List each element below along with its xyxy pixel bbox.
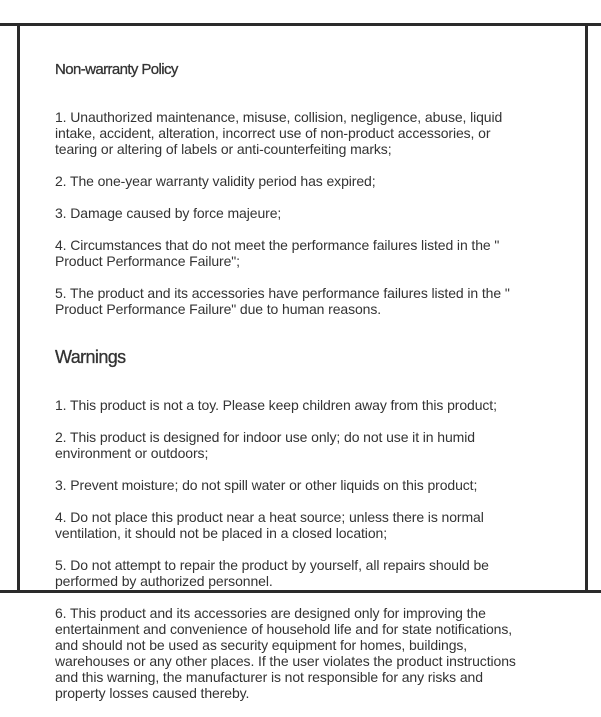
list-item: 3. Damage caused by force majeure; (55, 205, 282, 221)
list-item: 2. The one-year warranty validity period has expired; (55, 173, 376, 189)
non-warranty-heading: Non-warranty Policy (55, 61, 178, 78)
warnings-list (55, 381, 565, 717)
list-item: 4. Do not place this product near a heat source; unless there is normal ventilation, it should not be placed in a closed location; (55, 509, 484, 541)
list-item: 6. This product and its accessories are designed only for improving the entertainment and convenience of household life and for state notifications, and should not be used as security equipment for homes, buildings, warehouses or any other places. If the user violates the product instructions and this warning, the manufacturer is not responsible for any risks and property losses caused thereby. (55, 605, 516, 701)
list-item: 5. The product and its accessories have performance failures listed in the " Product Performance Failure" due to human reasons. (55, 285, 510, 317)
non-warranty-list (55, 93, 565, 333)
list-item: 1. This product is not a toy. Please keep children away from this product; (55, 397, 497, 413)
right-border (585, 23, 588, 593)
top-border (0, 23, 601, 26)
list-item: 2. This product is designed for indoor use only; do not use it in humid environment or outdoors; (55, 429, 475, 461)
list-item: 1. Unauthorized maintenance, misuse, collision, negligence, abuse, liquid intake, accident, alteration, incorrect use of non-product accessories, or tearing or altering of labels or anti-counterfeiting marks; (55, 109, 503, 157)
list-item: 5. Do not attempt to repair the product by yourself, all repairs should be performed by authorized personnel. (55, 557, 489, 589)
left-border (17, 23, 20, 593)
list-item: 4. Circumstances that do not meet the performance failures listed in the " Product Performance Failure"; (55, 237, 500, 269)
document-content (55, 60, 565, 717)
list-item: 3. Prevent moisture; do not spill water or other liquids on this product; (55, 477, 478, 493)
warnings-heading: Warnings (55, 347, 126, 367)
